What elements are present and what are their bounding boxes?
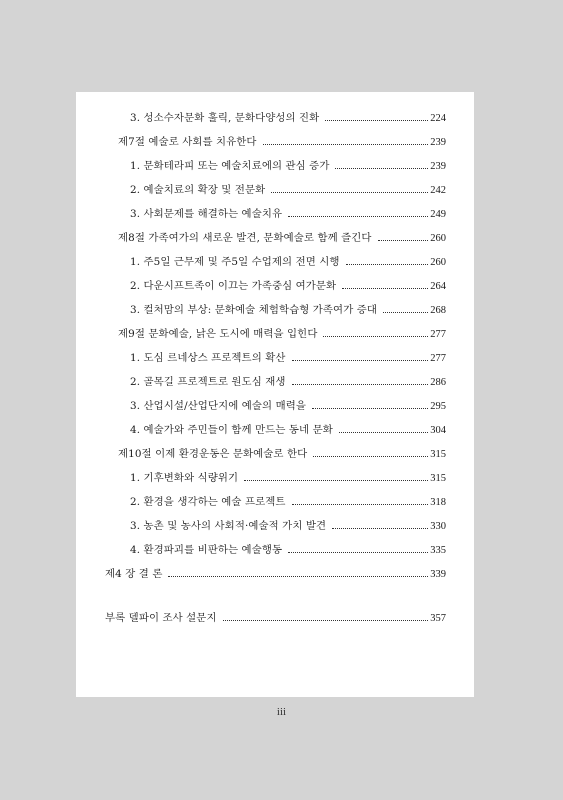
toc-entry-page: 315 bbox=[430, 473, 446, 484]
toc-entry-title: 3. 산업시설/산업단지에 예술의 매력을 bbox=[130, 400, 306, 412]
toc-entry bbox=[130, 471, 446, 486]
toc-entry-title: 3. 성소수자문화 훌릭, 문화다양성의 진화 bbox=[130, 112, 320, 124]
toc-entry-title: 3. 컬처맘의 부상: 문화예술 체험학습형 가족여가 증대 bbox=[130, 304, 378, 316]
toc-entry-page: 224 bbox=[430, 113, 446, 124]
toc-entry-page: 315 bbox=[430, 449, 446, 460]
toc-entry-title: 3. 농촌 및 농사의 사회적·예술적 가치 발견 bbox=[130, 520, 327, 532]
dot-leader bbox=[339, 432, 428, 433]
dot-leader bbox=[271, 192, 428, 193]
dot-leader bbox=[288, 552, 428, 553]
dot-leader bbox=[346, 264, 429, 265]
toc-entry-title: 제9절 문화예술, 낡은 도시에 매력을 입힌다 bbox=[118, 328, 318, 340]
toc-entry bbox=[130, 495, 446, 510]
dot-leader bbox=[383, 312, 428, 313]
toc-entry bbox=[105, 567, 446, 582]
toc-entry-title: 제7절 예술로 사회를 치유한다 bbox=[118, 136, 257, 148]
dot-leader bbox=[313, 456, 428, 457]
toc-entry bbox=[130, 519, 446, 534]
toc-entry-page: 318 bbox=[430, 497, 446, 508]
dot-leader bbox=[223, 620, 429, 621]
toc-entry-page: 330 bbox=[430, 521, 446, 532]
toc-entry-page: 268 bbox=[430, 305, 446, 316]
dot-leader bbox=[325, 120, 428, 121]
toc-entry bbox=[130, 351, 446, 366]
toc-entry-title: 2. 골목길 프로젝트로 원도심 재생 bbox=[130, 376, 286, 388]
toc-entry bbox=[118, 231, 446, 246]
dot-leader bbox=[292, 360, 429, 361]
toc-entry-title: 4. 예술가와 주민들이 함께 만드는 동네 문화 bbox=[130, 424, 333, 436]
toc-entry-title: 1. 기후변화와 식량위기 bbox=[130, 472, 239, 484]
toc-entry bbox=[118, 135, 446, 150]
dot-leader bbox=[323, 336, 428, 337]
dot-leader bbox=[292, 384, 429, 385]
toc-entry-title: 부록 델파이 조사 설문지 bbox=[105, 612, 217, 624]
toc-entry bbox=[105, 611, 446, 626]
toc-entry bbox=[130, 375, 446, 390]
toc-entry-page: 239 bbox=[430, 137, 446, 148]
toc-entry-page: 264 bbox=[430, 281, 446, 292]
toc-entry-title: 1. 문화테라피 또는 예술치료에의 관심 증가 bbox=[130, 160, 330, 172]
page-number: iii bbox=[276, 706, 287, 718]
dot-leader bbox=[312, 408, 428, 409]
toc-entry bbox=[130, 111, 446, 126]
toc-entry-title: 3. 사회문제를 해결하는 예술치유 bbox=[130, 208, 283, 220]
toc-entry-page: 239 bbox=[430, 161, 446, 172]
toc-entry-page: 260 bbox=[430, 233, 446, 244]
dot-leader bbox=[342, 288, 428, 289]
toc-entry-title: 2. 다운시프트족이 이끄는 가족중심 여가문화 bbox=[130, 280, 337, 292]
toc-entry bbox=[130, 207, 446, 222]
toc-entry-title: 제8절 가족여가의 새로운 발견, 문화예술로 함께 즐긴다 bbox=[118, 232, 372, 244]
toc-entry bbox=[130, 303, 446, 318]
dot-leader bbox=[332, 528, 428, 529]
dot-leader bbox=[244, 480, 428, 481]
toc-entry bbox=[118, 327, 446, 342]
toc-entry bbox=[130, 543, 446, 558]
toc-entry-page: 249 bbox=[430, 209, 446, 220]
toc-entry-title: 2. 환경을 생각하는 예술 프로젝트 bbox=[130, 496, 286, 508]
toc-entry-title: 1. 도심 르네상스 프로젝트의 확산 bbox=[130, 352, 286, 364]
toc-entry bbox=[118, 447, 446, 462]
toc-entry-title: 2. 예술치료의 확장 및 전문화 bbox=[130, 184, 266, 196]
toc-entry-page: 277 bbox=[430, 329, 446, 340]
dot-leader bbox=[288, 216, 428, 217]
toc-entry-title: 제4 장 결 론 bbox=[105, 568, 163, 580]
toc-entry-page: 277 bbox=[430, 353, 446, 364]
toc-entry-title: 4. 환경파괴를 비판하는 예술행동 bbox=[130, 544, 283, 556]
toc-entry-page: 339 bbox=[430, 569, 446, 580]
toc-entry-page: 295 bbox=[430, 401, 446, 412]
toc-entry bbox=[130, 255, 446, 270]
dot-leader bbox=[292, 504, 429, 505]
toc-entry bbox=[130, 183, 446, 198]
toc-entry-title: 1. 주5일 근무제 및 주5일 수업제의 전면 시행 bbox=[130, 256, 340, 268]
dot-leader bbox=[378, 240, 429, 241]
dot-leader bbox=[263, 144, 429, 145]
toc-entry-page: 335 bbox=[430, 545, 446, 556]
dot-leader bbox=[335, 168, 428, 169]
toc-entry bbox=[130, 399, 446, 414]
toc-entry bbox=[130, 423, 446, 438]
toc-entry-page: 242 bbox=[430, 185, 446, 196]
dot-leader bbox=[168, 576, 428, 577]
toc-entry-page: 357 bbox=[430, 613, 446, 624]
book-page bbox=[76, 92, 474, 697]
toc-entry bbox=[130, 159, 446, 174]
toc-entry-page: 286 bbox=[430, 377, 446, 388]
toc-entry-title: 제10절 이제 환경운동은 문화예술로 한다 bbox=[118, 448, 308, 460]
toc-entry bbox=[130, 279, 446, 294]
toc-entry-page: 304 bbox=[430, 425, 446, 436]
toc-entry-page: 260 bbox=[430, 257, 446, 268]
